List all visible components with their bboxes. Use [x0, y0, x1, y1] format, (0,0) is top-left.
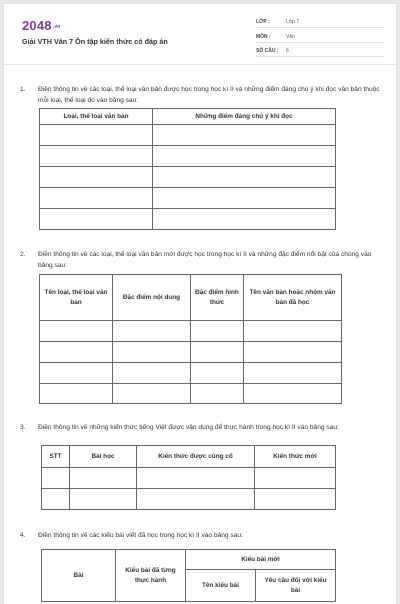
meta-value: Văn [286, 33, 295, 40]
table-header: Tên loại, thể loại văn bản [40, 275, 113, 321]
answer-cell[interactable] [153, 167, 336, 188]
answer-cell[interactable] [244, 321, 342, 342]
answer-cell[interactable] [244, 342, 342, 363]
question-1 [20, 84, 384, 106]
answer-cell[interactable] [191, 384, 244, 404]
answer-table-4 [41, 549, 336, 602]
table-header: Bài học [70, 446, 137, 468]
answer-table-3 [41, 445, 336, 510]
answer-cell[interactable] [70, 489, 137, 510]
answer-cell[interactable] [40, 125, 153, 146]
meta-label: LỚP : [256, 19, 270, 25]
answer-cell[interactable] [40, 167, 153, 188]
answer-cell[interactable] [40, 209, 153, 230]
answer-cell[interactable] [40, 146, 153, 167]
table-header: STT [42, 446, 70, 468]
answer-cell[interactable] [113, 321, 191, 342]
answer-cell[interactable] [153, 188, 336, 209]
worksheet-page [4, 4, 396, 604]
question-number: 3. [20, 424, 26, 431]
logo-suffix: .vn [52, 23, 61, 30]
meta-value: 6 [286, 48, 289, 54]
meta-row-grade [256, 17, 384, 28]
question-2 [20, 249, 384, 271]
header-divider [4, 64, 396, 65]
table-header: Kiến thức mới [255, 446, 336, 468]
answer-cell[interactable] [153, 125, 336, 146]
site-logo[interactable] [22, 18, 61, 33]
table-header: Yêu cầu đối với kiểu bài [256, 570, 336, 602]
answer-cell[interactable] [191, 342, 244, 363]
answer-cell[interactable] [40, 384, 113, 404]
answer-cell[interactable] [137, 468, 255, 489]
question-text: Điền thông tin về các loại, thể loại văn bản được học trong học kì II và những điểm đáng chú ý khi đọc văn bản thuộc mỗi loại, thể loại đó vào bảng sau: [38, 86, 380, 104]
question-text: Điền thông tin về các loại, thể loại văn bản mới được học trong học kì II và những đặc điểm nổi bật của chúng vào bảng sau: [38, 251, 372, 269]
answer-cell[interactable] [70, 468, 137, 489]
document-title: Giải VTH Văn 7 Ôn tập kiến thức có đáp án [22, 37, 168, 46]
meta-value: Lớp 7 [286, 19, 300, 25]
table-header: Tên kiểu bài [186, 570, 256, 602]
answer-cell[interactable] [244, 384, 342, 404]
answer-cell[interactable] [113, 384, 191, 404]
answer-cell[interactable] [255, 489, 336, 510]
question-number: 2. [20, 251, 26, 258]
table-header: Những điểm đáng chú ý khi đọc [153, 109, 336, 125]
answer-cell[interactable] [153, 146, 336, 167]
meta-label: SỐ CÂU : [256, 48, 279, 54]
answer-table-1 [39, 108, 336, 230]
answer-cell[interactable] [137, 489, 255, 510]
table-header: Bài [42, 550, 116, 602]
answer-cell[interactable] [153, 209, 336, 230]
answer-cell[interactable] [42, 489, 70, 510]
question-3 [20, 422, 384, 433]
question-text: Điền thông tin về những kiến thức tiếng Việt được vận dụng để thực hành trong học kì II vào bảng sau: [38, 424, 339, 431]
meta-label: MÔN : [256, 33, 271, 40]
answer-cell[interactable] [40, 321, 113, 342]
table-header: Kiểu bài mới [186, 550, 336, 570]
meta-row-subject [256, 32, 384, 43]
meta-row-count [256, 46, 384, 57]
question-text: Điền thông tin về các kiểu bài viết đã học trong học kì II vào bảng sau: [38, 532, 243, 539]
document-meta [256, 17, 384, 61]
table-header: Kiểu bài đã từng thực hành [116, 550, 186, 602]
answer-cell[interactable] [40, 342, 113, 363]
answer-cell[interactable] [40, 188, 153, 209]
question-number: 1. [20, 86, 26, 93]
table-header: Kiến thức được củng cố [137, 446, 255, 468]
answer-cell[interactable] [255, 468, 336, 489]
table-header: Đặc điểm hình thức [191, 275, 244, 321]
answer-cell[interactable] [40, 363, 113, 384]
answer-cell[interactable] [42, 468, 70, 489]
answer-cell[interactable] [113, 342, 191, 363]
answer-cell[interactable] [113, 363, 191, 384]
answer-table-2 [39, 274, 342, 404]
question-4 [20, 530, 384, 541]
table-header: Đặc điểm nội dung [113, 275, 191, 321]
logo-text: 2048 [22, 18, 52, 33]
answer-cell[interactable] [191, 363, 244, 384]
answer-cell[interactable] [191, 321, 244, 342]
table-header: Tên văn bản hoặc nhóm văn bản đã học [244, 275, 342, 321]
table-header: Loại, thể loại văn bản [40, 109, 153, 125]
answer-cell[interactable] [244, 363, 342, 384]
question-number: 4. [20, 532, 26, 539]
